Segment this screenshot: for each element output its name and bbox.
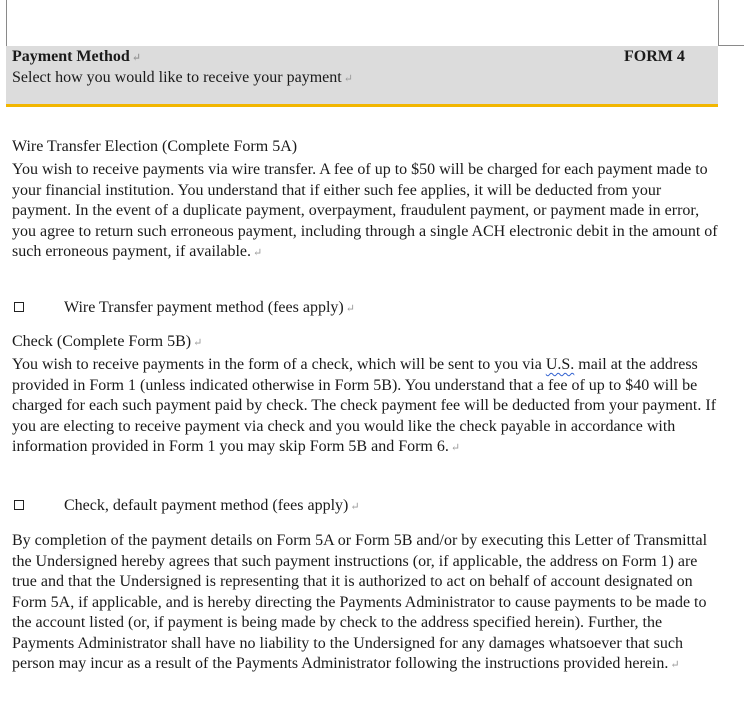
check-heading-text: Check (Complete Form 5B) <box>12 333 192 350</box>
check-body-text-1: You wish to receive payments in the form of a check, which will be sent to you via <box>12 356 546 373</box>
paragraph-mark: ↵ <box>131 52 141 64</box>
header-divider <box>6 104 718 107</box>
check-body <box>12 355 722 459</box>
paragraph-mark: ↵ <box>343 73 353 85</box>
wire-transfer-heading: Wire Transfer Election (Complete Form 5A) <box>12 138 298 155</box>
check-checkbox[interactable] <box>14 500 24 510</box>
check-option-text: Check, default payment method (fees apply) <box>64 497 349 514</box>
paragraph-mark: ↵ <box>193 337 203 349</box>
check-option-label <box>64 496 360 517</box>
wire-transfer-option-text: Wire Transfer payment method (fees apply) <box>64 299 344 316</box>
section-subtitle <box>12 68 353 89</box>
paragraph-mark: ↵ <box>450 442 461 454</box>
section-title <box>12 47 141 68</box>
check-body-text-2: mail at the address provided in Form 1 (unless indicated otherwise in Form 5B). You understand that a fee of up to $40 will be charged for each such payment paid by check. The check payment fee will be deducted from your payment. If you are electing to receive payment via check and you would like the check payable in accordance with information provided in Form 1 you may skip Form 5B and Form 6. <box>12 356 717 455</box>
check-body-us-abbrev: U.S. <box>545 356 575 373</box>
wire-transfer-body-text: You wish to receive payments via wire transfer. A fee of up to $50 will be charged for each payment made to your financial institution. You understand that if either such fee applies, it will be deducted from your payment. In the event of a duplicate payment, overpayment, fraudulent payment, or payment made in error, you agree to return such erroneous payment, including through a single ACH electronic debit in the amount of such erroneous payment, if available. <box>12 161 718 260</box>
crop-mark-right-horizontal <box>718 45 744 46</box>
paragraph-mark: ↵ <box>670 659 680 671</box>
crop-mark-right-vertical <box>718 0 719 46</box>
form-number: FORM 4 <box>624 48 685 65</box>
wire-transfer-checkbox[interactable] <box>14 302 24 312</box>
completion-paragraph <box>12 531 722 676</box>
paragraph-mark: ↵ <box>350 501 360 513</box>
crop-mark-left-vertical <box>6 0 7 46</box>
wire-transfer-body <box>12 160 722 264</box>
completion-paragraph-text: By completion of the payment details on Form 5A or Form 5B and/or by executing this Letter of Transmittal the Undersigned hereby agrees that such payment instructions (or, if applicable, the address on Form 1) are true and that the Undersigned is representing that it is authorized to act on behalf of account designated on Form 5A, if applicable, and is hereby directing the Payments Administrator to cause payments to be made to the account listed (or, if payment is being made by check to the address specified herein). Further, the Payments Administrator shall have no liability to the Undersigned for any damages whatsoever that such person may incur as a result of the Payments Administrator following the instructions provided herein. <box>12 532 708 672</box>
paragraph-mark: ↵ <box>253 247 263 259</box>
wire-transfer-option-label <box>64 298 355 319</box>
section-title-text: Payment Method <box>12 48 130 65</box>
paragraph-mark: ↵ <box>345 303 355 315</box>
section-subtitle-text: Select how you would like to receive your payment <box>12 69 342 86</box>
check-heading <box>12 332 722 353</box>
